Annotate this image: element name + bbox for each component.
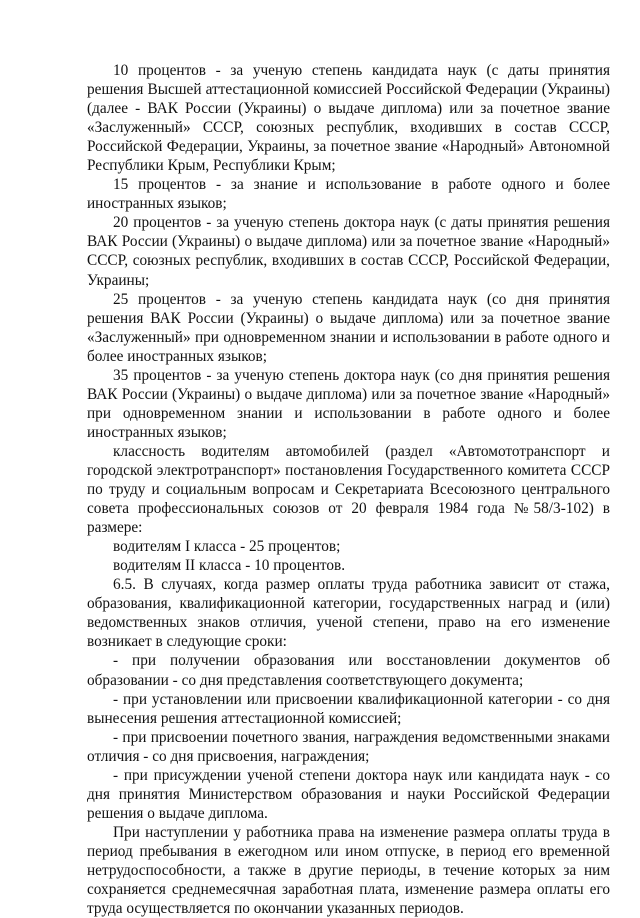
list-item-education: - при получении образования или восстановлении документов об образовании - со дня представления соответствующего документа;: [87, 652, 610, 689]
paragraph-vacation-period: При наступлении у работника права на изменение размера оплаты труда в период пребывания в ежегодном или ином отпуске, в период его временной нетрудоспособности, а также в другие периоды, в течение которых за ним сохраняется среднемесячная заработная плата, изменение размера оплаты его труда осуществляется по окончании указанных периодов.: [87, 823, 610, 918]
paragraph-20-percent: 20 процентов - за ученую степень доктора наук (с даты принятия решения ВАК России (Украины) о выдаче диплома) или за почетное звание «Народный» СССР, союзных республик, входивших в состав СССР, Российской Федерации, Украины;: [87, 214, 610, 289]
list-item-qualification: - при установлении или присвоении квалификационной категории - со дня вынесения решения аттестационной комиссией;: [87, 690, 610, 727]
list-item-academic-degree: - при присуждении ученой степени доктора наук или кандидата наук - со дня принятия Министерством образования и науки Российской Федерации решения о выдаче диплома.: [87, 766, 610, 822]
paragraph-10-percent: 10 процентов - за ученую степень кандидата наук (с даты принятия решения Высшей аттестационной комиссией Российской Федерации (Украины) (далее - ВАК России (Украины) о выдаче диплома) или за почетное звание «Заслуженный» СССР, союзных республик, входивших в состав СССР, Российской Федерации, Украины, за почетное звание «Народный» Автономной Республики Крым, Республики Крым;: [87, 62, 610, 175]
paragraph-6-5: 6.5. В случаях, когда размер оплаты труда работника зависит от стажа, образования, квалификационной категории, государственных наград и (или) ведомственных знаков отличия, ученой степени, право на его изменение возникает в следующие сроки:: [87, 576, 610, 651]
paragraph-driver-class-2: водителям II класса - 10 процентов.: [113, 557, 346, 575]
paragraph-driver-class: классность водителям автомобилей (раздел «Автомототранспорт и городской электротранспорт» постановления Государственного комитета СССР по труду и социальным вопросам и Секретариата Всесоюзного центрального совета профессиональных союзов от 20 февраля 1984 года №58/3-102) в размере:: [87, 442, 610, 537]
document-body: [87, 61, 610, 918]
paragraph-driver-class-1: водителям I класса - 25 процентов;: [113, 538, 341, 556]
paragraph-35-percent: 35 процентов - за ученую степень доктора наук (со дня принятия решения ВАК России (Украины) о выдаче диплома) или за почетное звание «Народный» при одновременном знании и использовании в работе одного и более иностранных языков;: [87, 366, 610, 441]
paragraph-25-percent: 25 процентов - за ученую степень кандидата наук (со дня принятия решения ВАК России (Украины) о выдаче диплома) или за почетное звание «Заслуженный» при одновременном знании и использовании в работе одного и более иностранных языков;: [87, 290, 610, 365]
paragraph-15-percent: 15 процентов - за знание и использование в работе одного и более иностранных языков;: [87, 176, 610, 213]
list-item-honorary-title: - при присвоении почетного звания, награждения ведомственными знаками отличия - со дня присвоения, награждения;: [87, 728, 610, 765]
